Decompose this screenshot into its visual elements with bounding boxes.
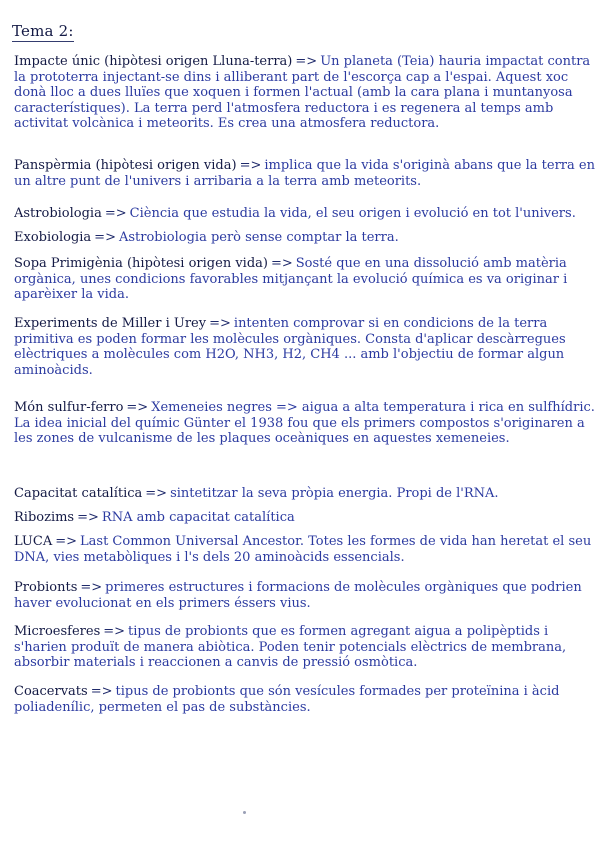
entry-term: Astrobiologia [14,206,102,221]
entry-separator: => [270,256,293,271]
entry-astrobiologia [14,206,596,224]
entry-miller-urey [14,316,596,382]
entry-definition: tipus de probionts que es formen agregant aigua a polipèptids i s'harien produït de manera abiòtica. Poden tenir potencials elèctrics de membrana, absorbir materials i reaccionen a canvis de pressió osmòtica. [14,624,567,670]
entry-definition: Last Common Universal Ancestor. Totes les formes de vida han heretat el seu DNA, vies metabòliques i l's dels 20 aminoàcids essencials. [14,534,592,565]
entry-term: Panspèrmia (hipòtesi origen vida) [14,158,237,173]
entry-separator: => [295,54,318,69]
entry-term: Exobiologia [14,230,92,245]
entry-definition: sintetitzar la seva pròpia energia. Propi de l'RNA. [170,486,499,501]
entry-separator: => [77,510,99,525]
entry-probionts [14,580,596,614]
title-underline [12,41,74,42]
entry-term: LUCA [14,534,53,549]
entry-definition: implica que la vida s'originà abans que la terra en un altre punt de l'univers i arribaria a la terra amb meteorits. [14,158,595,189]
entry-term: Sopa Primigènia (hipòtesi origen vida) [14,256,268,271]
entry-separator: => [90,684,113,699]
entry-definition: Sosté que en una dissolució amb matèria orgànica, unes condicions favorables mitjançant la evolució química es va originar i aparèixer la vida. [14,256,568,302]
entry-separator: => [104,206,127,221]
entry-term: Coacervats [14,684,88,699]
entry-sopa-primigenia [14,256,596,306]
entry-separator: => [145,486,168,501]
entry-separator: => [103,624,126,639]
entry-panspermia [14,158,596,192]
entry-impacte-unic [14,54,596,150]
entry-definition: RNA amb capacitat catalítica [101,510,295,525]
entry-separator: => [239,158,262,173]
entry-microesferes [14,624,596,674]
entry-term: Món sulfur-ferro [14,400,124,415]
entry-definition: Ciència que estudia la vida, el seu origen i evolució en tot l'univers. [129,206,576,221]
entry-term: Probionts [14,580,78,595]
entry-term: Microesferes [14,624,101,639]
entry-separator: => [94,230,116,245]
entry-mon-sulfur-ferro [14,400,596,478]
entry-definition: Astrobiologia però sense comptar la terra. [118,230,399,245]
entry-ribozims [14,510,596,528]
entry-exobiologia [14,230,596,248]
entry-separator: => [209,316,231,331]
entry-definition: Xemeneies negres => aigua a alta temperatura i rica en sulfhídric. La idea inicial del químic Günter el 1938 fou que els primers compostos s'originaren a les zones de vulcanisme de les plaques oceàniques en aquestes xemeneies. [14,400,595,446]
entry-luca [14,534,596,568]
entry-definition: intenten comprovar si en condicions de la terra primitiva es poden formar les molècules orgàniques. Consta d'aplicar descàrregues elèctriques a molècules com H2O, NH3, H2, CH4 ... amb l'objectiu de formar algun aminoàcids. [14,316,566,378]
page-dot [243,811,246,814]
entry-term: Ribozims [14,510,75,525]
entry-definition: primeres estructures i formacions de molècules orgàniques que podrien haver evolucionat en els primers éssers vius. [14,580,582,611]
entry-capacitat-catalitica [14,486,596,504]
entry-separator: => [126,400,149,415]
entry-term: Experiments de Miller i Urey [14,316,207,331]
page-title: Tema 2: [12,22,74,40]
entry-definition: tipus de probionts que són vesícules formades per proteïnina i àcid poliadenílic, permeten el pas de substàncies. [14,684,560,715]
entry-coacervats [14,684,596,718]
entry-separator: => [55,534,78,549]
entry-separator: => [80,580,103,595]
entry-term: Impacte únic (hipòtesi origen Lluna-terra) [14,54,293,69]
entry-definition: Un planeta (Teia) hauria impactat contra la prototerra injectant-se dins i alliberant part de l'escorça cap a l'espai. Aquest xoc donà lloc a dues lluïes que xoquen i formen l'actual (amb la cara plana i muntanyosa característiques). La terra perd l'atmosfera reductora i es regenera al temps amb activitat volcànica i meteorits. Es crea una atmosfera reductora. [14,54,591,131]
entry-term: Capacitat catalítica [14,486,143,501]
